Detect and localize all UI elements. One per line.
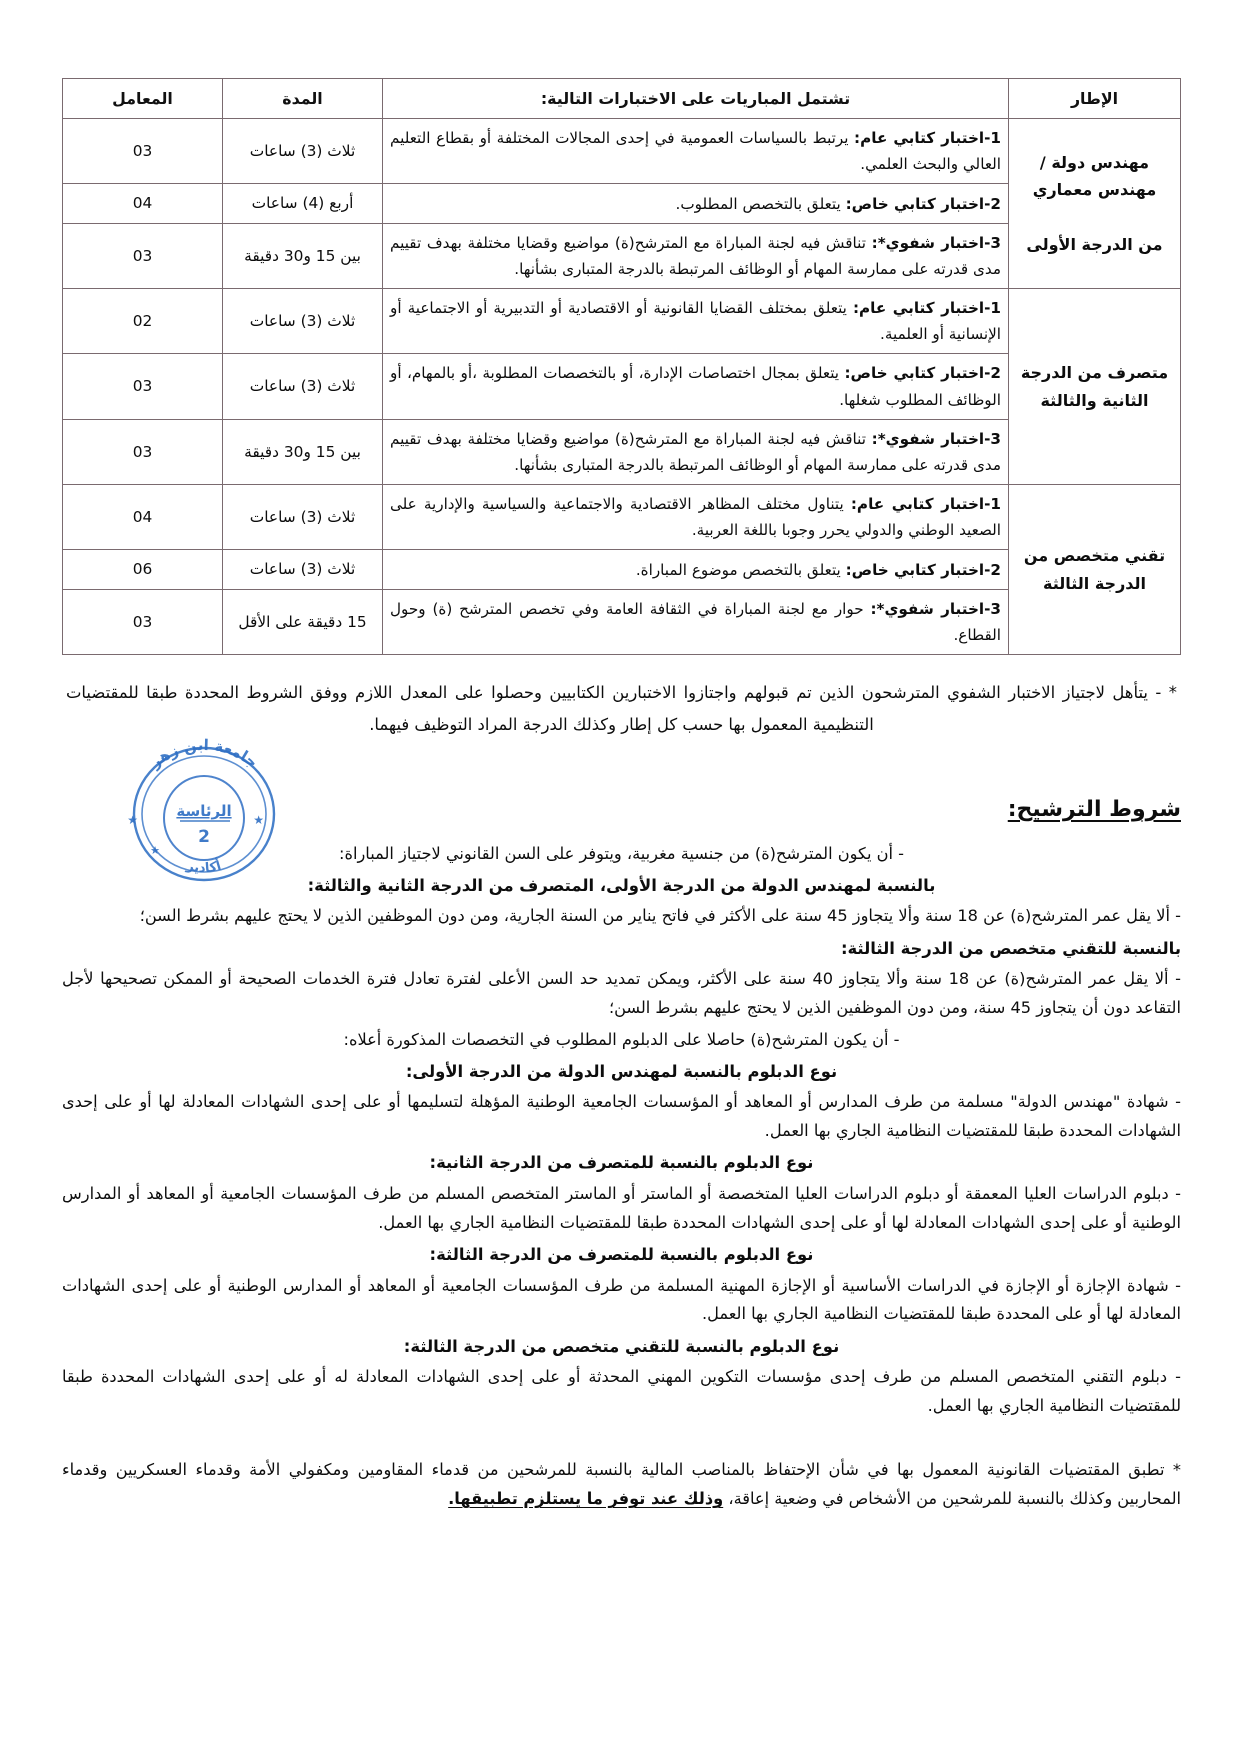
test-label: 1-اختبار كتابي عام: — [852, 299, 1001, 318]
frame-line: الثانية والثالثة — [1040, 390, 1149, 410]
final-note-text: * تطبق المقتضيات القانونية المعمول بها في شأن الإحتفاظ بالمناصب المالية بالنسبة للمرشحين من قدماء المقاومين ومكفولي الأمة وقدماء العسكريين وقدماء المحاربين وكذلك بالنسبة للمرشحين من الأشخاص في وضعية إعاقة، — [62, 1460, 1181, 1509]
test-label: 3-اختبار شفوي*: — [871, 429, 1001, 448]
test-label: 2-اختبار كتابي خاص: — [845, 194, 1001, 213]
duration-cell: ثلاث (3) ساعات — [223, 289, 383, 354]
duration-cell: بين 15 و30 دقيقة — [223, 223, 383, 288]
frame-line: متصرف من الدرجة — [1020, 363, 1169, 383]
coefficient-cell: 03 — [63, 119, 223, 184]
coefficient-cell: 03 — [63, 589, 223, 654]
duration-cell: بين 15 و30 دقيقة — [223, 419, 383, 484]
test-text: يتعلق بمختلف القضايا القانونية أو الاقتصادية أو التدبيرية أو الاجتماعية أو الإنسانية أو العلمية. — [390, 299, 1001, 344]
test-description-cell — [383, 354, 1009, 419]
svg-text:جامعة ابن زهر — [146, 736, 262, 772]
condition-subhead: نوع الدبلوم بالنسبة للمتصرف من الدرجة الثالثة: — [429, 1245, 814, 1265]
column-header-tests: تشتمل المباريات على الاختبارات التالية: — [383, 79, 1009, 119]
column-header-frame: الإطار — [1009, 79, 1181, 119]
frame-line: مهندس معماري — [1032, 180, 1157, 200]
test-description-cell — [383, 289, 1009, 354]
condition-text: - ألا يقل عمر المترشح(ة) عن 18 سنة وألا يتجاوز 45 سنة على الأكثر في فاتح يناير من السنة الجارية، ومن دون الموظفين الذين لا يحتج عليهم بشرط السن؛ — [139, 906, 1181, 926]
final-note — [62, 1455, 1181, 1513]
conditions-section — [62, 840, 1181, 1513]
table-row — [63, 289, 1181, 354]
condition-subhead: نوع الدبلوم بالنسبة لمهندس الدولة من الدرجة الأولى: — [405, 1061, 838, 1081]
svg-text:★: ★ — [150, 844, 160, 857]
test-description-cell — [383, 550, 1009, 589]
test-text: يتعلق بالتخصص المطلوب. — [675, 194, 846, 213]
condition-text: - دبلوم الدراسات العليا المعمقة أو دبلوم الدراسات العليا المتخصصة أو الماستر أو الماستر المتخصص المسلم من طرف المؤسسات الجامعية أو المعاهد أو المدارس الوطنية أو على إحدى الشهادات المعادلة لها أو على إحدى الشهادات المحددة طبقا للمقتضيات النظامية الجاري بها العمل. — [62, 1183, 1181, 1232]
test-text: يتعلق بالتخصص موضوع المباراة. — [635, 560, 846, 579]
test-description-cell — [383, 223, 1009, 288]
stamp-number: 2 — [198, 827, 210, 847]
condition-text: - شهادة الإجازة أو الإجازة في الدراسات الأساسية أو الإجازة المهنية المسلمة من طرف المؤسسات الجامعية أو المعاهد أو المدارس الوطنية أو على إحدى الشهادات المعادلة لها أو على المحددة طبقا للمقتضيات النظامية الجاري بها العمل. — [62, 1275, 1181, 1324]
frame-line: من الدرجة الأولى — [1026, 235, 1163, 255]
test-description-cell — [383, 184, 1009, 223]
test-text: تناقش فيه لجنة المباراة مع المترشح(ة) مواضيع وقضايا مختلفة بهدف تقييم مدى قدرته على ممارسة المهام أو الوظائف المرتبطة بالدرجة المتبارى بشأنها. — [390, 233, 1001, 279]
test-label: 3-اختبار شفوي*: — [870, 599, 1001, 618]
test-text: يرتبط بالسياسات العمومية في إحدى المجالات المختلفة أو بقطاع التعليم العالي والبحث العلمي. — [390, 129, 1001, 174]
coefficient-cell: 03 — [63, 223, 223, 288]
test-label: 3-اختبار شفوي*: — [871, 233, 1001, 252]
exam-table — [62, 78, 1181, 655]
coefficient-cell: 04 — [63, 485, 223, 550]
coefficient-cell: 04 — [63, 184, 223, 223]
test-description-cell — [383, 119, 1009, 184]
frame-cell — [1009, 485, 1181, 655]
condition-lead: - أن يكون المترشح(ة) حاصلا على الدبلوم المطلوب في التخصصات المذكورة أعلاه: — [343, 1029, 900, 1049]
test-text: يتعلق بمجال اختصاصات الإدارة، أو بالتخصصات المطلوبة ،أو بالمهام، أو الوظائف المطلوب شغلها. — [390, 364, 1001, 409]
final-note-emphasis: وذلك عند توفر ما يستلزم تطبيقها. — [448, 1489, 724, 1509]
condition-lead: - أن يكون المترشح(ة) من جنسية مغربية، ويتوفر على السن القانوني لاجتياز المباراة: — [339, 844, 904, 864]
test-text: يتناول مختلف المظاهر الاقتصادية والاجتماعية والسياسية والإدارية على الصعيد الوطني والدولي يحرر وجوبا باللغة العربية. — [390, 495, 1001, 540]
duration-cell: ثلاث (3) ساعات — [223, 119, 383, 184]
stamp-bottom-text: أكادير — [185, 858, 224, 877]
frame-cell — [1009, 119, 1181, 289]
condition-subhead: بالنسبة لمهندس الدولة من الدرجة الأولى، المتصرف من الدرجة الثانية والثالثة: — [307, 875, 936, 895]
test-label: 1-اختبار كتابي عام: — [854, 129, 1001, 148]
page-title: شروط الترشيح: — [1007, 797, 1181, 823]
frame-cell — [1009, 289, 1181, 485]
test-description-cell — [383, 419, 1009, 484]
coefficient-cell: 06 — [63, 550, 223, 589]
condition-text: - شهادة "مهندس الدولة" مسلمة من طرف المدارس أو المعاهد أو المؤسسات الجامعية الوطنية المؤهلة لتسليمها أو على إحدى الشهادات المعادلة لها أو على إحدى الشهادات المحددة طبقا للمقتضيات النظامية الجاري بها العمل. — [62, 1091, 1181, 1140]
table-footnote: * - يتأهل لاجتياز الاختبار الشفوي المترشحون الذين تم قبولهم واجتازوا الاختبارين الكتابيين وحصلوا على المعدل اللازم ووفق الشروط المحددة طبقا للمقتضيات التنظيمية المعمول بها حسب كل إطار وكذلك الدرجة المراد التوظيف فيهما. — [66, 683, 1177, 735]
frame-line: الدرجة الثالثة — [1042, 573, 1147, 593]
stamp-inner-text: الرئاسة — [176, 802, 232, 820]
condition-text: - دبلوم التقني المتخصص المسلم من طرف إحدى مؤسسات التكوين المهني المحدثة أو على إحدى الشهادات المعادلة له أو على إحدى الشهادات المحددة طبقا للمقتضيات النظامية الجاري بها العمل. — [62, 1367, 1181, 1416]
column-header-duration: المدة — [223, 79, 383, 119]
condition-subhead: نوع الدبلوم بالنسبة للمتصرف من الدرجة الثانية: — [429, 1153, 814, 1173]
condition-subhead: بالنسبة للتقني متخصص من الدرجة الثالثة: — [840, 938, 1181, 958]
coefficient-cell: 03 — [63, 419, 223, 484]
svg-text:★: ★ — [253, 813, 264, 827]
duration-cell: ثلاث (3) ساعات — [223, 550, 383, 589]
table-header-row — [63, 79, 1181, 119]
duration-cell: ثلاث (3) ساعات — [223, 354, 383, 419]
table-header — [63, 79, 1181, 119]
coefficient-cell: 02 — [63, 289, 223, 354]
frame-line: تقني متخصص من — [1023, 546, 1166, 566]
test-label: 2-اختبار كتابي خاص: — [844, 364, 1001, 383]
stamp-outer-text: جامعة ابن زهر — [146, 735, 262, 772]
test-label: 1-اختبار كتابي عام: — [850, 495, 1001, 514]
condition-subhead: نوع الدبلوم بالنسبة للتقني متخصص من الدرجة الثالثة: — [403, 1337, 840, 1357]
duration-cell: ثلاث (3) ساعات — [223, 485, 383, 550]
svg-text:★: ★ — [127, 813, 138, 827]
table-row — [63, 485, 1181, 550]
coefficient-cell: 03 — [63, 354, 223, 419]
test-description-cell — [383, 485, 1009, 550]
condition-text: - ألا يقل عمر المترشح(ة) عن 18 سنة وألا يتجاوز 40 سنة على الأكثر، ويمكن تمديد حد السن الأعلى لفترة تعادل فترة الخدمات الصحيحة أو الممكن تصحيحها لأجل التقاعد دون أن يتجاوز 45 سنة، ومن دون الموظفين الذين لا يحتج عليهم بشرط السن؛ — [62, 969, 1181, 1017]
test-label: 2-اختبار كتابي خاص: — [845, 560, 1001, 579]
duration-cell: 15 دقيقة على الأقل — [223, 589, 383, 654]
table-body — [63, 119, 1181, 655]
frame-line: مهندس دولة / — [1039, 152, 1150, 172]
test-description-cell — [383, 589, 1009, 654]
test-text: حوار مع لجنة المباراة في الثقافة العامة وفي تخصص المترشح (ة) وحول القطاع. — [390, 599, 1001, 644]
column-header-coefficient: المعامل — [63, 79, 223, 119]
test-text: تناقش فيه لجنة المباراة مع المترشح(ة) مواضيع وقضايا مختلفة بهدف تقييم مدى قدرته على ممارسة المهام أو الوظائف المرتبطة بالدرجة المتبارى بشأنها. — [390, 429, 1001, 474]
duration-cell: أربع (4) ساعات — [223, 184, 383, 223]
table-row — [63, 119, 1181, 184]
